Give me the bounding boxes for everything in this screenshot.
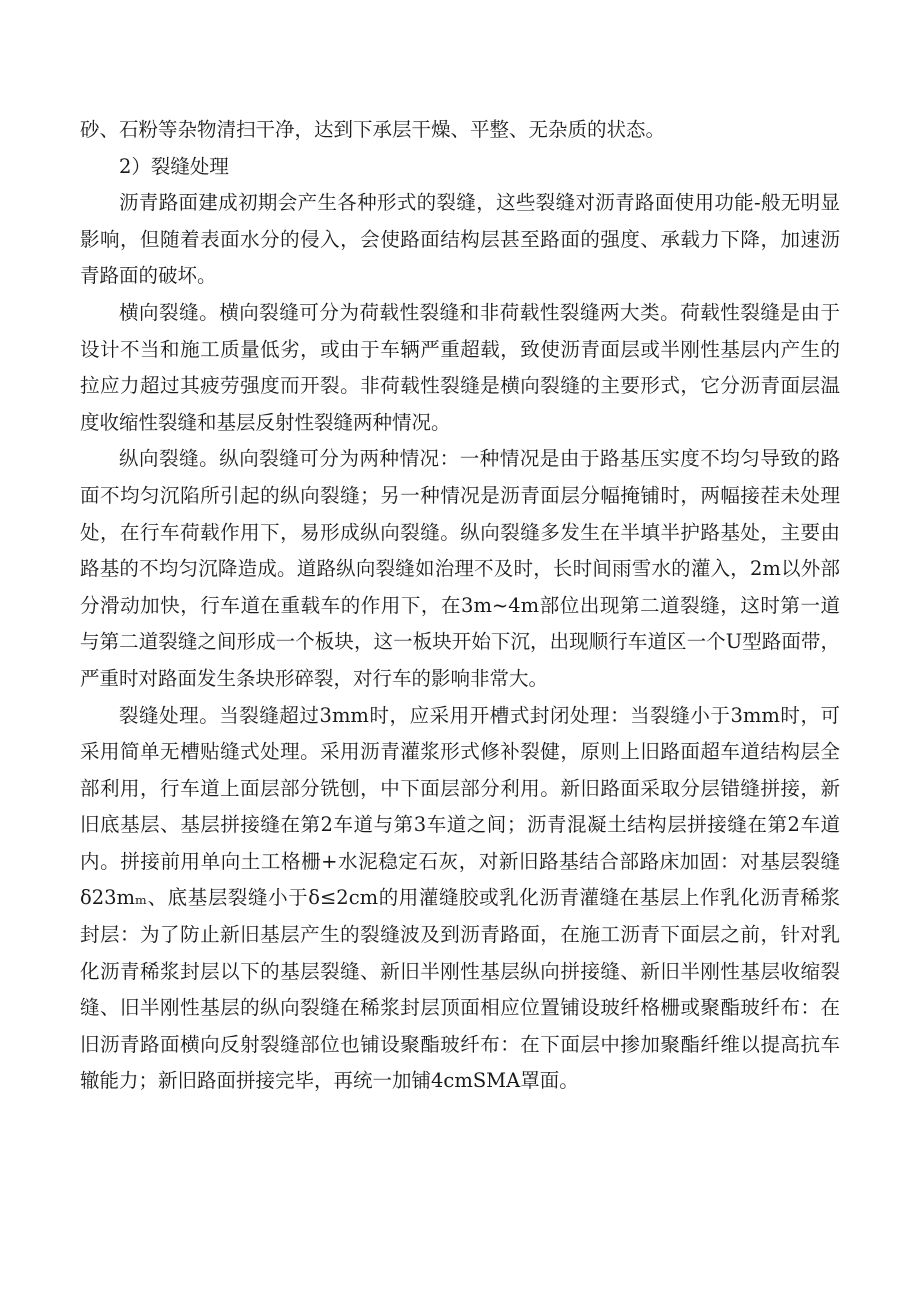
paragraph-crack-intro: 沥青路面建成初期会产生各种形式的裂缝，这些裂缝对沥青路面使用功能-般无明显影响，但随着表面水分的侵入，会使路面结构层甚至路面的强度、承载力下降，加速沥青路面的破坏。 [80, 191, 840, 288]
paragraph-transverse-cracks: 横向裂缝。横向裂缝可分为荷载性裂缝和非荷载性裂缝两大类。荷载性裂缝是由于设计不当和施工质量低劣，或由于车辆严重超载，致使沥青面层或半刚性基层内产生的拉应力超过其疲劳强度而开裂。非荷载性裂缝是横向裂缝的主要形式，它分沥青面层温度收缩性裂缝和基层反射性裂缝两种情况。 [80, 300, 840, 434]
paragraph-crack-handling: 裂缝处理。当裂缝超过3mm时，应采用开槽式封闭处理：当裂缝小于3mm时，可采用简单无槽贴缝式处理。采用沥青灌浆形式修补裂健，原则上旧路面超车道结构层全部利用，行车道上面层部分铣刨，中下面层部分利用。新旧路面采取分层错缝拼接，新旧底基层、基层拼接缝在第2车道与第3车道之间；沥青混凝土结构层拼接缝在第2车道内。拼接前用单向土工格栅+水泥稳定石灰，对新旧路基结合部路床加固：对基层裂缝δ23mₘ、底基层裂缝小于δ≤2cm的用灌缝胶或乳化沥青灌缝在基层上作乳化沥青稀浆封层：为了防止新旧基层产生的裂缝波及到沥青路面，在施工沥青下面层之前，针对乳化沥青稀浆封层以下的基层裂缝、新旧半刚性基层纵向拼接缝、新旧半刚性基层收缩裂缝、旧半刚性基层的纵向裂缝在稀浆封层顶面相应位置铺设玻纤格栅或聚酯玻纤布：在旧沥青路面横向反射裂缝部位也铺设聚酯玻纤布：在下面层中掺加聚酯纤维以提高抗车辙能力；新旧路面拼接完毕，再统一加铺4cmSMA罩面。 [80, 703, 840, 1093]
section-heading-crack-treatment: 2）裂缝处理 [119, 154, 229, 178]
paragraph-continuation: 砂、石粉等杂物清扫干净，达到下承层干燥、平整、无杂质的状态。 [80, 118, 666, 141]
document-page [80, 112, 840, 1100]
paragraph-longitudinal-cracks: 纵向裂缝。纵向裂缝可分为两种情况：一种情况是由于路基压实度不均匀导致的路面不均匀沉陷所引起的纵向裂缝；另一种情况是沥青面层分幅掩铺时，两幅接茬未处理处，在行车荷载作用下，易形成纵向裂缝。纵向裂缝多发生在半填半护路基处，主要由路基的不均匀沉降造成。道路纵向裂缝如治理不及时，长时间雨雪水的灌入，2m以外部分滑动加快，行车道在重载车的作用下，在3m~4m部位出现第二道裂缝，这时第一道与第二道裂缝之间形成一个板块，这一板块开始下沉，出现顺行车道区一个U型路面带，严重时对路面发生条块形碎裂，对行车的影响非常大。 [80, 447, 840, 690]
